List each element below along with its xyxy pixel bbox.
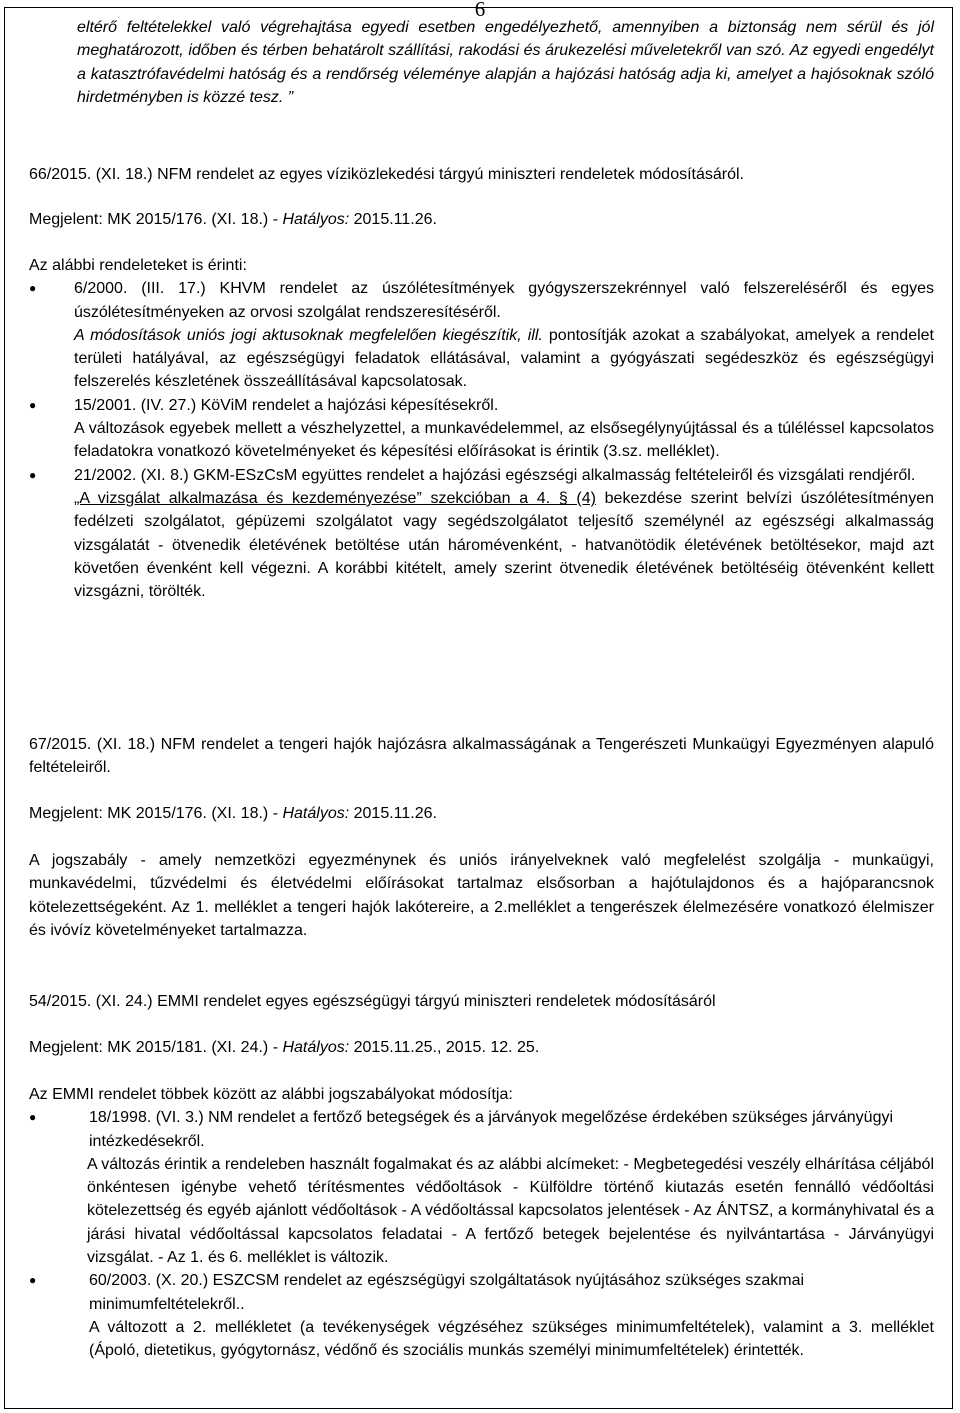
effective-label: Hatályos: xyxy=(282,805,350,822)
decree-54-2015-affects xyxy=(29,1083,934,1363)
item-note-italic: A módosítások uniós jogi aktusoknak megfelelően kiegészítik, ill. xyxy=(74,326,543,344)
intro-paragraph xyxy=(77,16,934,109)
effective-label: Hatályos: xyxy=(282,1039,350,1056)
decree-66-2015-title xyxy=(29,163,934,186)
affected-list xyxy=(29,277,934,603)
affects-heading: Az alábbi rendeleteket is érinti: xyxy=(29,257,247,274)
item-title: ● 18/1998. (VI. 3.) NM rendelet a fertőző betegségek és a járványok megelőzése érdekében szükséges járványügyi intézkedésekről. xyxy=(89,1109,894,1150)
list-item xyxy=(29,1269,934,1362)
intro-text: eltérő feltételekkel való végrehajtása egyedi esetben engedélyezhető, amennyiben a biztonság nem sérül és jól meghatározott, időben és térben behatárolt szállítási, rakodási és árukezelési műveletekről van szó. Az egyedi engedélyt a katasztrófavédelmi hatóság és a rendőrség véleménye alapján a hajózási hatóság adja ki, amelyet a hajósoknak szóló hirdetményben is közzé tesz. ” xyxy=(77,19,934,106)
affects-heading: Az EMMI rendelet többek között az alábbi jogszabályokat módosítja: xyxy=(29,1086,513,1103)
item-note: A változott a 2. mellékletet (a tevékenységek végzéséhez szükséges minimumfeltételek), valamint a 3. melléklet (Ápoló, dietetikus, gyógytornász, védőnő és szociális munkás személyi minimumfeltételek) érintették. xyxy=(89,1318,934,1360)
decree-title-text: 66/2015. (XI. 18.) NFM rendelet az egyes víziközlekedési tárgyú miniszteri rendeletek módosításáról. xyxy=(29,166,744,183)
decree-67-2015-body xyxy=(29,849,934,942)
effective-value: 2015.11.25., 2015. 12. 25. xyxy=(349,1039,540,1056)
decree-title-text: 54/2015. (XI. 24.) EMMI rendelet egyes egészségügyi tárgyú miniszteri rendeletek módosításáról xyxy=(29,993,716,1010)
decree-67-2015-publication xyxy=(29,802,934,825)
item-title: ● 21/2002. (XI. 8.) GKM-ESzCsM együttes rendelet a hajózási egészségi alkalmasság feltételeiről és vizsgálati rendjéről. xyxy=(74,466,916,484)
item-note: A változás érintik a rendeleben használt fogalmakat és az alábbi alcímeket: - Megbetegedési veszély elhárítása céljából önkéntesen igénybe vehető térítésmentes védőoltások - Külföldre történő kiutazás esetén fennálló védőoltási kötelezettség és egyéb ajánlott védőoltások - A védőoltással kapcsolatos jelentések - Az ÁNTSZ, a kormányhivatal és a járási hivatal védőoltással kapcsolatos feladatai - A fertőző betegek bejelentése és nyilvántartása - Járványügyi vizsgálat. - Az 1. és 6. melléklet is változik. xyxy=(87,1155,934,1267)
affected-list xyxy=(29,1106,934,1362)
published-label: Megjelent: xyxy=(29,211,103,228)
item-note: A változások egyebek mellett a vészhelyzettel, a munkavédelemmel, az elsősegélynyújtással és a túléléssel kapcsolatos feladatokra vonatkozó követelményeket és képesítési előírásokat is érintik (3.sz. melléklet). xyxy=(74,420,934,461)
effective-value: 2015.11.26. xyxy=(349,211,437,228)
decree-66-2015-publication xyxy=(29,208,934,231)
effective-value: 2015.11.26. xyxy=(349,805,437,822)
decree-54-2015-publication xyxy=(29,1036,934,1059)
list-item xyxy=(29,1106,934,1269)
item-title: ● 15/2001. (IV. 27.) KöViM rendelet a hajózási képesítésekről. xyxy=(74,396,499,414)
decree-title-text: 67/2015. (XI. 18.) NFM rendelet a tengeri hajók hajózásra alkalmasságának a Tengerészeti Munkaügyi Egyezményen alapuló feltételeiről. xyxy=(29,736,934,777)
published-value: MK 2015/176. (XI. 18.) - xyxy=(102,805,283,822)
item-title: ● 60/2003. (X. 20.) ESZCSM rendelet az egészségügyi szolgáltatások nyújtásához szükséges szakmai minimumfeltételekről.. xyxy=(89,1272,805,1313)
decree-body-text: A jogszabály - amely nemzetközi egyezménynek és uniós irányelveknek való megfelelést szolgálja - munkaügyi, munkavédelmi, tűzvédelmi és életvédelmi előírásokat tartalmaz elsősorban a hajótulajdonos és a hajóparancsnok kötelezettségeként. Az 1. melléklet a tengeri hajók lakótereire, a 2.melléklet a tengerészek élelmezésére vonatkozó élelmiszer és ivóvíz követelményeket tartalmazza. xyxy=(29,852,934,939)
decree-66-2015-affects xyxy=(29,254,934,603)
item-note-underlined: „A vizsgálat alkalmazása és kezdeményezése” szekcióban a 4. § (4) xyxy=(74,489,596,507)
item-note: pontosítják azokat a szabályokat, amelyek a rendelet területi hatályával, az egészségügyi feladatok ellátásával, valamint a gyógyászati segédeszköz és egészségügyi felszerelés készletének összeállításával kapcsolatosak. xyxy=(74,326,935,391)
published-label: Megjelent: xyxy=(29,1039,103,1056)
published-label: Megjelent: xyxy=(29,805,103,822)
decree-67-2015-title xyxy=(29,733,934,780)
published-value: MK 2015/176. (XI. 18.) - xyxy=(102,211,283,228)
item-title: ● 6/2000. (III. 17.) KHVM rendelet az úszólétesítmények gyógyszerszekrénnyel való felszereléséről és egyes úszólétesítményeken az orvosi szolgálat rendszeresítéséről. xyxy=(74,280,934,321)
item-note: bekezdése szerint belvízi úszólétesítményen fedélzeti szolgálatot, gépüzemi szolgálatot vagy segédszolgálatot teljesítő személynél az egészségi alkalmasság vizsgálatát - ötvenedik életévének betöltése után háromévenként, - hatvanötödik életévének betöltésekor, majd azt követően évenként kell végezni. A korábbi kitételt, amely szerint ötvenedik életévének betöltéséig ötévenként kellett vizsgázni, törölték. xyxy=(74,489,934,601)
decree-54-2015-title xyxy=(29,990,934,1013)
list-item xyxy=(29,394,934,464)
published-value: MK 2015/181. (XI. 24.) - xyxy=(102,1039,283,1056)
list-item xyxy=(29,464,934,604)
page-number: 6 xyxy=(474,0,486,21)
effective-label: Hatályos: xyxy=(282,211,350,228)
list-item xyxy=(29,277,934,393)
